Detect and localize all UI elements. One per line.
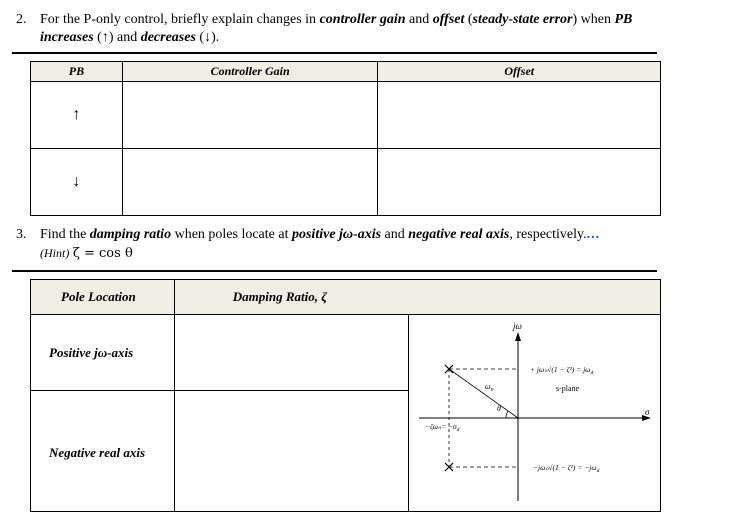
q2-and-2: and xyxy=(117,30,138,45)
q3-respectively: , respectively. xyxy=(509,227,587,242)
jw-label: jω xyxy=(512,321,522,331)
table-header-row xyxy=(31,280,661,315)
table-row xyxy=(31,82,661,149)
offset-answer-cell[interactable] xyxy=(378,82,661,149)
question-3 xyxy=(16,226,716,263)
question-number: 3. xyxy=(16,227,27,242)
q2-decreases: decreases xyxy=(140,30,196,45)
q2-when: when xyxy=(580,12,611,27)
pb-down-cell: ↓ xyxy=(31,149,123,216)
q2-increases: increases xyxy=(40,30,94,45)
wn-radial-line xyxy=(449,369,518,418)
row-label-positive-jw: Positive jω-axis xyxy=(31,315,175,391)
q2-offset: offset xyxy=(432,12,465,27)
question-2 xyxy=(16,11,716,47)
header-controller-gain: Controller Gain xyxy=(122,62,378,82)
q2-paren-close: ) xyxy=(572,12,578,27)
ellipsis-marker: ... xyxy=(586,227,601,242)
damping-answer-cell[interactable] xyxy=(174,391,408,512)
header-pb: PB xyxy=(31,62,123,82)
splane-label: s-plane xyxy=(555,384,580,393)
pb-up-cell: ↑ xyxy=(31,82,123,149)
table-row xyxy=(31,149,661,216)
question-number: 2. xyxy=(16,12,27,27)
table-row xyxy=(31,315,661,391)
q3-damping-ratio: damping ratio xyxy=(89,227,172,242)
q2-paren-open: ( xyxy=(467,12,473,27)
q2-text: For the P-only control, briefly explain changes in xyxy=(40,12,317,27)
header-damping-ratio: Damping Ratio, ζ xyxy=(174,280,660,315)
gain-answer-cell[interactable] xyxy=(122,149,378,216)
header-offset: Offset xyxy=(378,62,661,82)
q2-and: and xyxy=(409,12,430,27)
offset-answer-cell[interactable] xyxy=(378,149,661,216)
section-divider xyxy=(12,52,657,54)
gain-answer-cell[interactable] xyxy=(122,82,378,149)
jw-arrow-icon xyxy=(515,332,521,341)
splane-diagram-cell xyxy=(408,315,660,512)
q2-pb: PB xyxy=(614,12,633,27)
pb-table xyxy=(30,61,661,216)
lower-pole-label: $-j\omega_n√(1 - \zeta^2) = -j\omega_d$ xyxy=(532,463,600,474)
q3-negative-real: negative real axis xyxy=(408,227,510,242)
q3-text-2: when poles locate at xyxy=(174,227,289,242)
table-header-row xyxy=(31,62,661,82)
q2-steady-state-error: steady-state error xyxy=(472,12,573,27)
sigma-label: σ xyxy=(644,407,650,417)
hint-label: (Hint) xyxy=(40,246,70,260)
q3-text: Find the xyxy=(40,227,87,242)
q2-down-symbol: (↓). xyxy=(199,30,220,45)
damping-table xyxy=(30,279,661,512)
hint-formula: ζ = cos θ xyxy=(72,246,133,261)
q2-controller-gain: controller gain xyxy=(319,12,406,27)
q3-positive-jw: positive jω-axis xyxy=(291,227,382,242)
row-label-negative-real: Negative real axis xyxy=(31,391,175,512)
q3-and: and xyxy=(384,227,405,242)
splane-diagram xyxy=(409,315,660,511)
upper-pole-label: + $j\omega_n√(1 - \zeta^2) = j\omega_d$ xyxy=(529,365,594,376)
wn-label: $\omega_n$ xyxy=(484,382,494,393)
damping-answer-cell[interactable] xyxy=(174,315,408,391)
header-pole-location: Pole Location xyxy=(31,280,175,315)
theta-label: θ xyxy=(496,404,501,413)
theta-arc xyxy=(506,411,508,418)
real-part-label: $-\zeta\omega_n= -\sigma_d$ xyxy=(424,422,460,433)
q2-up-symbol: (↑) xyxy=(97,30,114,45)
section-divider xyxy=(12,270,657,272)
